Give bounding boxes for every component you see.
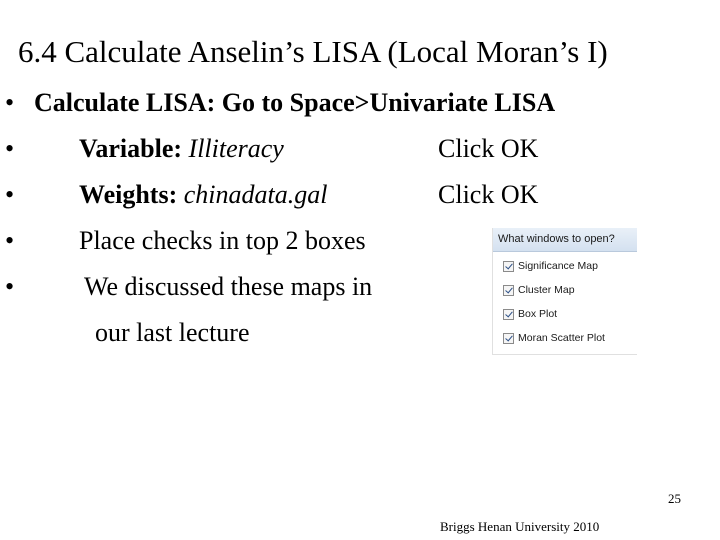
- weights-value: chinadata.gal: [177, 180, 328, 209]
- bullet-discussed-line1: We discussed these maps in: [84, 272, 373, 301]
- slide-title: 6.4 Calculate Anselin’s LISA (Local Moran’s I): [18, 34, 608, 69]
- bullet-weights: [79, 180, 327, 210]
- variable-value: Illiteracy: [182, 134, 284, 163]
- option-label: Box Plot: [518, 308, 558, 320]
- option-label: Moran Scatter Plot: [518, 332, 605, 344]
- checkbox-checked-icon[interactable]: [503, 285, 514, 296]
- windows-to-open-dialog: [492, 228, 637, 355]
- bullet-marker: •: [5, 272, 15, 301]
- option-cluster-map[interactable]: [503, 282, 575, 298]
- checkbox-checked-icon[interactable]: [503, 309, 514, 320]
- bullet-calculate-lisa: Calculate LISA: Go to Space>Univariate LISA: [34, 88, 556, 117]
- weights-click-ok: Click OK: [438, 180, 539, 209]
- option-moran-scatter-plot[interactable]: [503, 330, 605, 346]
- variable-label: Variable:: [79, 134, 183, 163]
- option-label: Significance Map: [518, 260, 598, 272]
- option-box-plot[interactable]: [503, 306, 557, 322]
- bullet-variable: [79, 134, 284, 164]
- bullet-marker: •: [5, 226, 15, 255]
- dialog-header: What windows to open?: [493, 228, 637, 252]
- page-number: 25: [668, 491, 681, 506]
- checkbox-checked-icon[interactable]: [503, 333, 514, 344]
- checkbox-checked-icon[interactable]: [503, 261, 514, 272]
- bullet-marker: •: [5, 180, 15, 209]
- option-label: Cluster Map: [518, 284, 575, 296]
- bullet-marker: •: [5, 88, 15, 117]
- footer-credit: Briggs Henan University 2010: [440, 519, 600, 534]
- bullet-discussed-line2: our last lecture: [95, 318, 250, 347]
- weights-label: Weights:: [79, 180, 178, 209]
- option-significance-map[interactable]: [503, 258, 598, 274]
- bullet-marker: •: [5, 134, 15, 163]
- variable-click-ok: Click OK: [438, 134, 539, 163]
- bullet-place-checks: Place checks in top 2 boxes: [79, 226, 366, 255]
